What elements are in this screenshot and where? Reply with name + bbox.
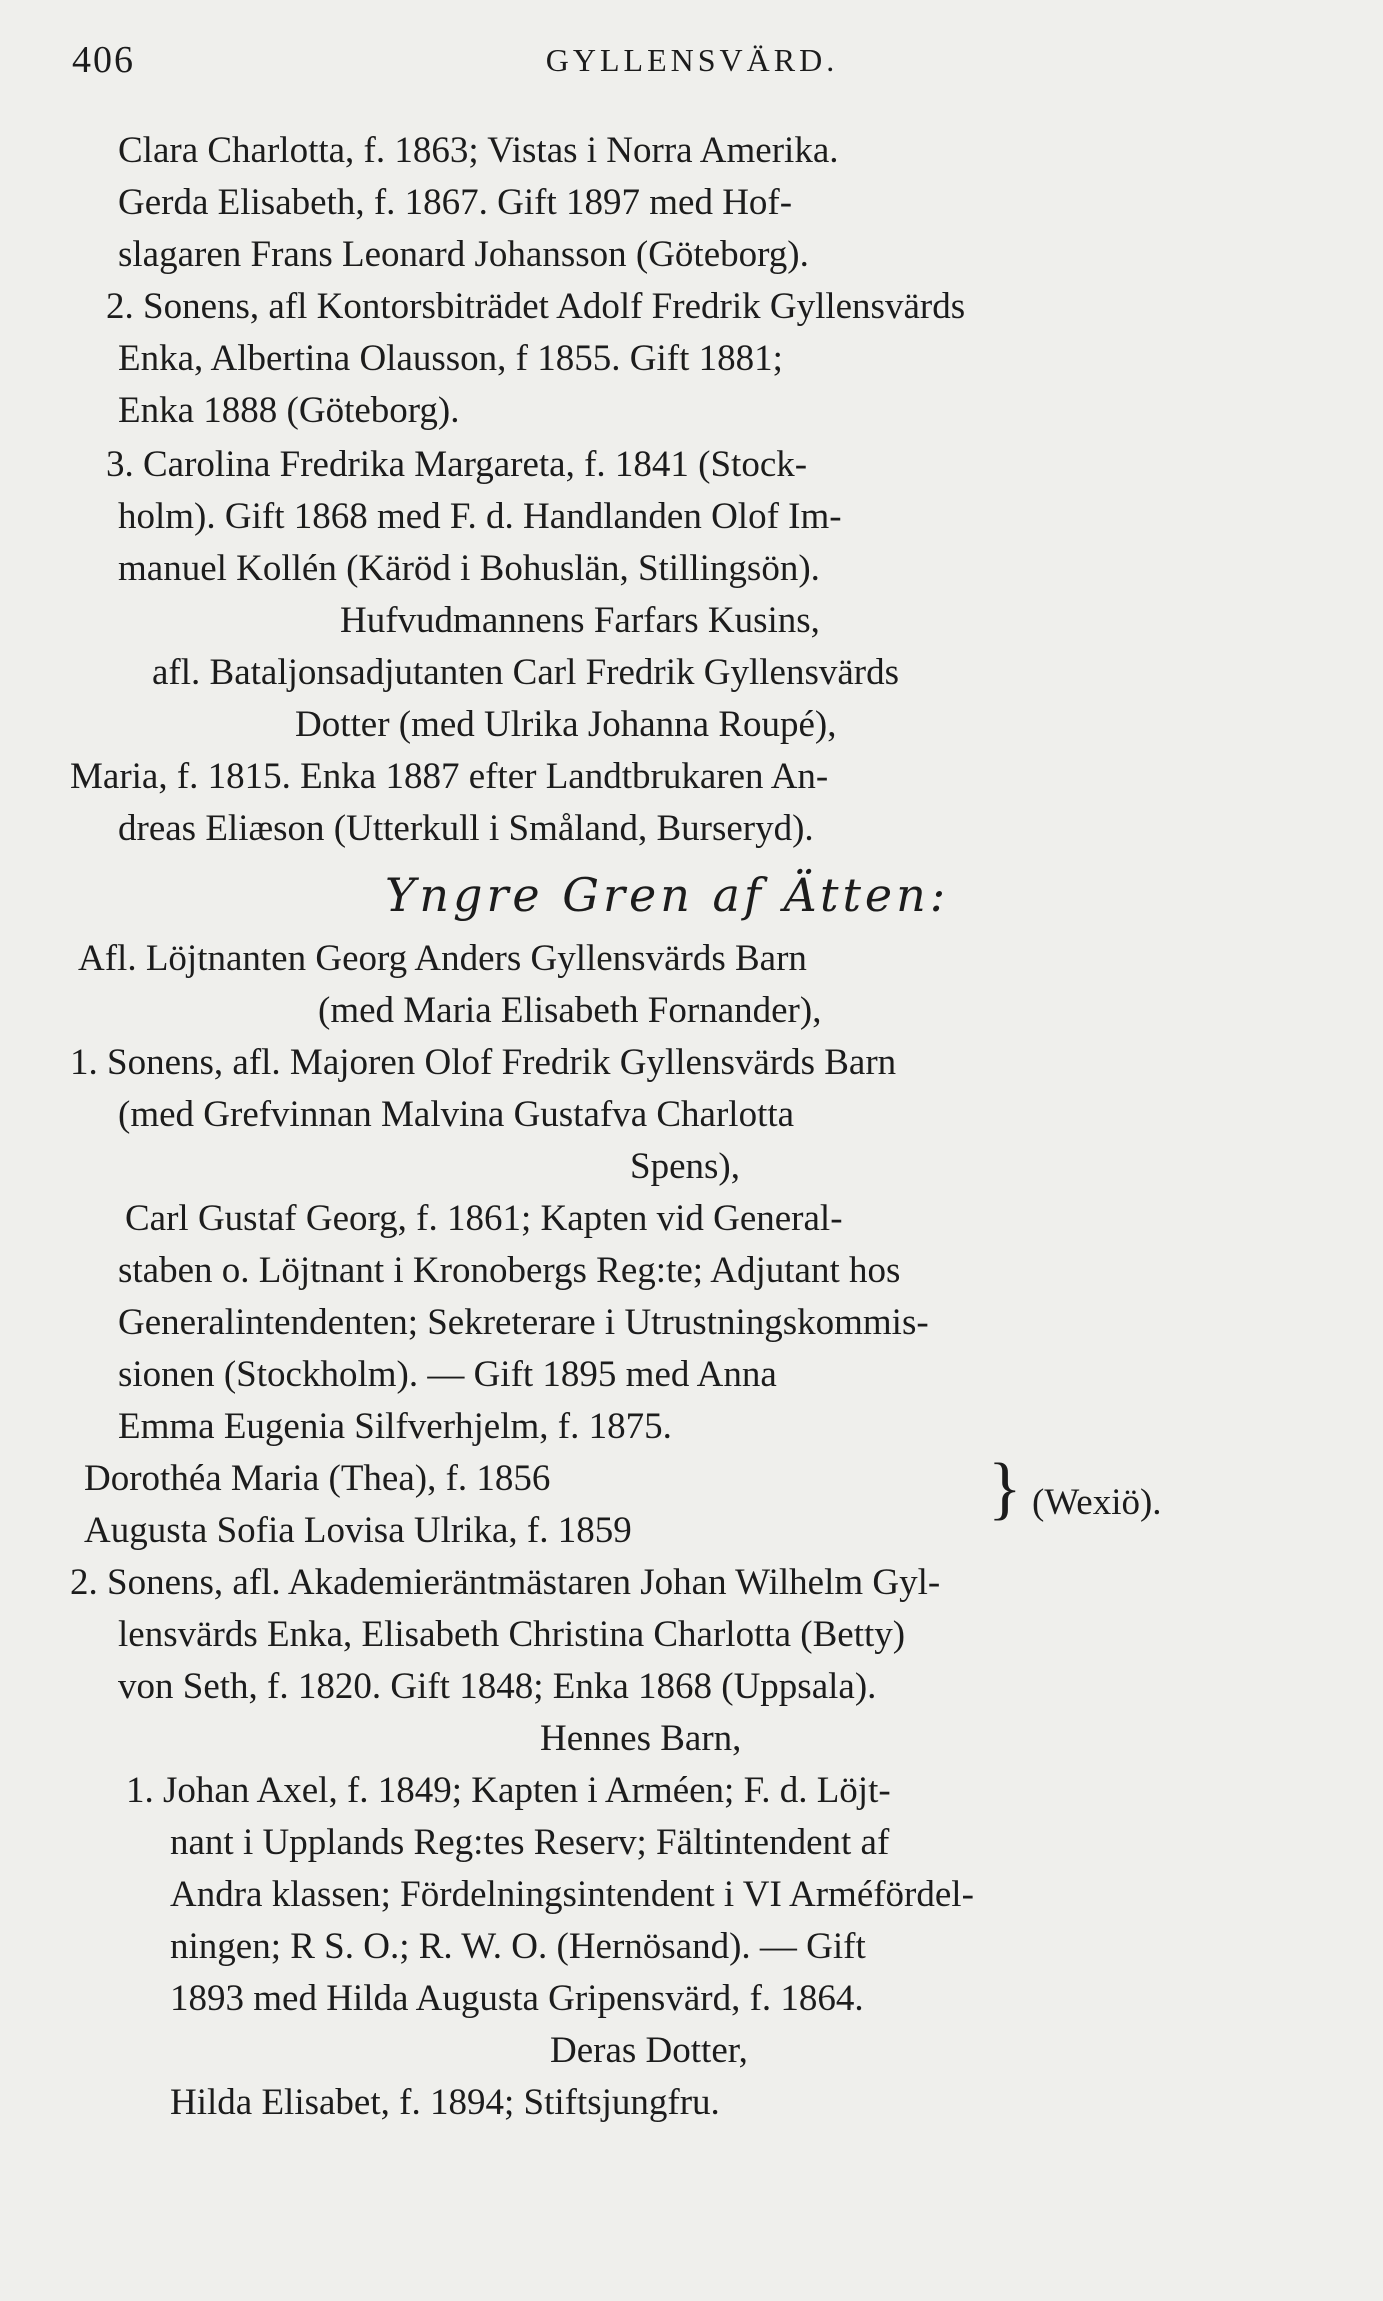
text-line: Enka, Albertina Olausson, f 1855. Gift 1881; [118, 338, 783, 379]
text-line: 1. Sonens, afl. Majoren Olof Fredrik Gyllensvärds Barn [70, 1042, 897, 1083]
text-line: lensvärds Enka, Elisabeth Christina Charlotta (Betty) [118, 1614, 906, 1655]
text-line: afl. Bataljonsadjutanten Carl Fredrik Gyllensvärds [152, 652, 900, 693]
text-line: (med Grefvinnan Malvina Gustafva Charlotta [118, 1094, 795, 1135]
text-line: Enka 1888 (Göteborg). [118, 390, 460, 431]
text-line: holm). Gift 1868 med F. d. Handlanden Olof Im- [118, 496, 842, 537]
text-line: 1. Johan Axel, f. 1849; Kapten i Arméen; F. d. Löjt- [126, 1770, 891, 1811]
text-line: Hufvudmannens Farfars Kusins, [340, 600, 820, 641]
text-line: Maria, f. 1815. Enka 1887 efter Landtbrukaren An- [70, 756, 829, 797]
text-line: manuel Kollén (Käröd i Bohuslän, Stillingsön). [118, 548, 820, 589]
text-line: Afl. Löjtnanten Georg Anders Gyllensvärds Barn [78, 938, 807, 979]
text-line: (Wexiö). [1032, 1482, 1162, 1523]
text-line: Gerda Elisabeth, f. 1867. Gift 1897 med Hof- [118, 182, 793, 223]
text-line: Clara Charlotta, f. 1863; Vistas i Norra Amerika. [118, 130, 839, 171]
text-line: 3. Carolina Fredrika Margareta, f. 1841 (Stock- [106, 444, 808, 485]
text-line: Spens), [630, 1146, 740, 1187]
page-header [72, 38, 1312, 88]
text-line: (med Maria Elisabeth Fornander), [318, 990, 822, 1031]
text-line: nant i Upplands Reg:tes Reserv; Fältintendent af [170, 1822, 890, 1863]
text-line: Emma Eugenia Silfverhjelm, f. 1875. [118, 1406, 672, 1447]
text-line: Andra klassen; Fördelningsintendent i VI Arméfördel- [170, 1874, 974, 1915]
text-line: Generalintendenten; Sekreterare i Utrustningskommis- [118, 1302, 929, 1343]
text-line: Carl Gustaf Georg, f. 1861; Kapten vid General- [125, 1198, 843, 1239]
brace-mark: } [988, 1450, 1022, 1527]
text-line: Hennes Barn, [540, 1718, 742, 1759]
text-line: Augusta Sofia Lovisa Ulrika, f. 1859 [84, 1510, 632, 1551]
text-line: 2. Sonens, afl. Akademieräntmästaren Johan Wilhelm Gyl- [70, 1562, 941, 1603]
text-line: 1893 med Hilda Augusta Gripensvärd, f. 1864. [170, 1978, 864, 2019]
text-line: slagaren Frans Leonard Johansson (Göteborg). [118, 234, 809, 275]
text-line: dreas Eliæson (Utterkull i Småland, Burseryd). [118, 808, 814, 849]
running-head: GYLLENSVÄRD. [545, 42, 839, 78]
text-line: 2. Sonens, afl Kontorsbiträdet Adolf Fredrik Gyllensvärds [106, 286, 966, 327]
text-line: sionen (Stockholm). — Gift 1895 med Anna [118, 1354, 777, 1395]
text-line: von Seth, f. 1820. Gift 1848; Enka 1868 (Uppsala). [118, 1666, 877, 1707]
text-line: Dotter (med Ulrika Johanna Roupé), [295, 704, 837, 745]
text-line: Deras Dotter, [550, 2030, 748, 2071]
page-number: 406 [72, 39, 135, 81]
text-line: Dorothéa Maria (Thea), f. 1856 [84, 1458, 551, 1499]
text-line: ningen; R S. O.; R. W. O. (Hernösand). — Gift [170, 1926, 866, 1967]
text-line: staben o. Löjtnant i Kronobergs Reg:te; Adjutant hos [118, 1250, 901, 1291]
text-line: Hilda Elisabet, f. 1894; Stiftsjungfru. [170, 2082, 720, 2123]
section-heading: Yngre Gren af Ätten: [385, 868, 950, 922]
